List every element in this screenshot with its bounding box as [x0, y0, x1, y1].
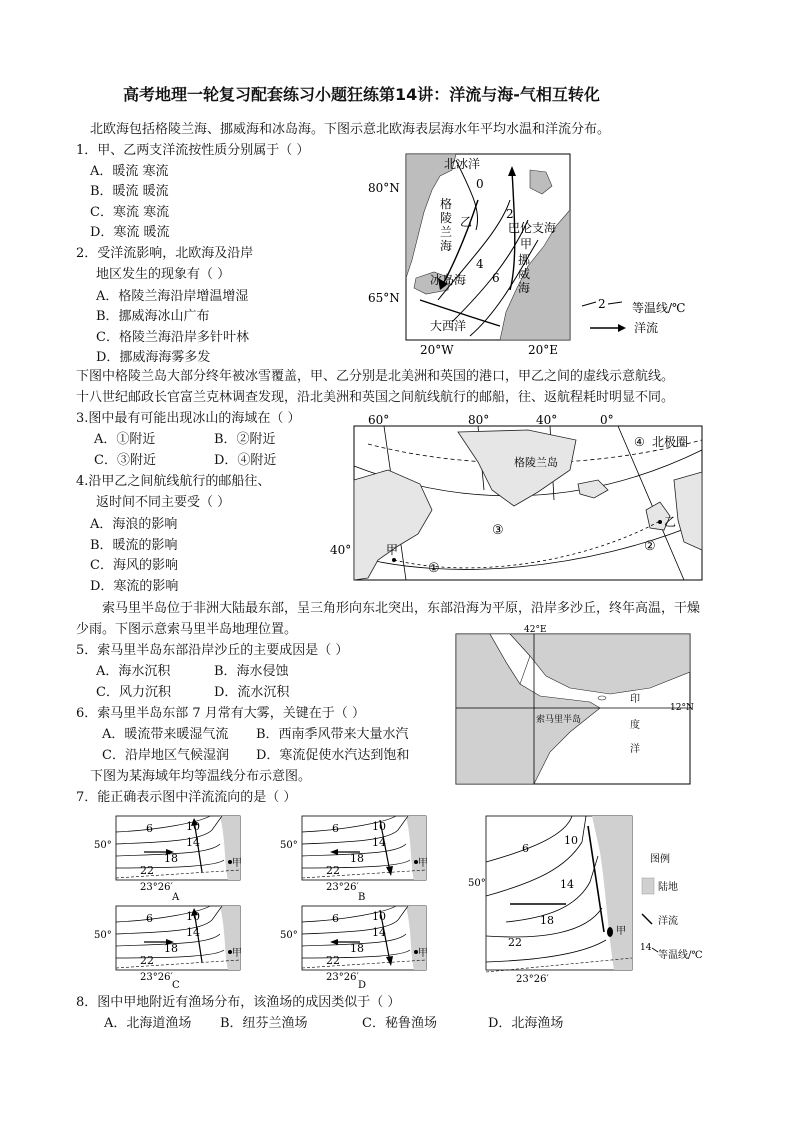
b-lat: 50°: [280, 840, 298, 851]
label-greenland-sea-2: 陵: [440, 211, 453, 225]
intro-paragraph-4: 索马里半岛位于非洲大陆最东部，呈三角形向东北突出，东部沿海为平原，沿岸多沙丘，终年高温，干燥: [102, 601, 701, 616]
a-jia: 甲: [232, 858, 242, 869]
question-2-option-a: A．格陵兰海沿岸增温增湿: [96, 289, 249, 304]
legend-land-swatch: [642, 878, 654, 894]
d-iso-18: 18: [350, 942, 364, 955]
label-arctic-ocean: 北冰洋: [444, 157, 481, 171]
label-norway-sea-2: 威: [518, 267, 531, 281]
question-4-stem-cont: 返时间不同主要受（ ）: [96, 495, 231, 510]
label-yi: 乙: [460, 215, 473, 229]
intro-paragraph-2: 下图中格陵兰岛大部分终年被冰雪覆盖，甲、乙分别是北美洲和英国的港口，甲乙之间的虚线示意航线。: [76, 369, 675, 384]
b-iso-6: 6: [332, 822, 339, 835]
lat-80n: 80°N: [368, 181, 400, 195]
question-6-option-b: B．西南季风带来大量水汽: [256, 727, 409, 742]
isotherm-6: 6: [492, 271, 500, 285]
nordic-seas-map: [360, 150, 690, 360]
legend-land: 陆地: [658, 882, 678, 893]
b-label: B: [358, 892, 366, 903]
question-4-option-a: A．海浪的影响: [90, 517, 178, 532]
question-5-option-b: B．海水侵蚀: [214, 664, 289, 679]
page-title: 高考地理一轮复习配套练习小题狂练第14讲：洋流与海-气相互转化: [123, 85, 600, 104]
label-greenland-sea-1: 格: [440, 197, 453, 211]
label-norway-sea-1: 挪: [518, 253, 531, 267]
d-iso-22: 22: [326, 954, 340, 967]
question-2-stem-cont: 地区发生的现象有（ ）: [96, 267, 231, 282]
c-jia: 甲: [232, 948, 242, 959]
somali-peninsula-label: 索马里半岛: [536, 715, 582, 725]
question-8-option-b: B．纽芬兰渔场: [220, 1016, 308, 1031]
lon-42e: 42°E: [524, 625, 547, 635]
b-tropic: 23°26′: [326, 882, 359, 893]
a-iso-18: 18: [164, 852, 178, 865]
question-1-option-a: A．暖流 寒流: [90, 164, 169, 179]
b-iso-14: 14: [372, 836, 386, 849]
small-map-a[interactable]: [94, 816, 242, 903]
circle-1: ①: [428, 561, 440, 576]
c-iso-18: 18: [164, 942, 178, 955]
question-8-option-a: A．北海道渔场: [104, 1016, 192, 1031]
d-iso-6: 6: [332, 912, 339, 925]
question-1-option-d: D．寒流 暖流: [90, 225, 170, 240]
question-1-option-b: B．暖流 暖流: [90, 184, 169, 199]
question-2-stem: 2．受洋流影响，北欧海及沿岸: [76, 246, 254, 261]
d-iso-14: 14: [372, 926, 386, 939]
isotherm-4: 4: [476, 257, 484, 271]
question-3-option-a: A．①附近: [94, 432, 156, 447]
label-norway-sea-3: 海: [518, 281, 531, 295]
isotherm-2: 2: [506, 207, 514, 221]
lat-40: 40°: [330, 543, 352, 557]
lon-60: 60°: [368, 413, 390, 427]
a-iso-22: 22: [140, 864, 154, 877]
lon-80: 80°: [468, 413, 490, 427]
question-8-stem: 8．图中甲地附近有渔场分布，该渔场的成因类似于（ ）: [76, 995, 401, 1010]
lon-20e: 20°E: [528, 343, 559, 357]
question-3-option-b: B．②附近: [214, 432, 276, 447]
b-jia: 甲: [418, 858, 428, 869]
d-iso-10: 10: [372, 910, 386, 923]
circle-3: ③: [492, 523, 504, 538]
d-label: D: [358, 980, 367, 988]
intro-paragraph-4-cont: 少雨。下图示意索马里半岛地理位置。: [76, 622, 298, 637]
question-6-option-d: D．寒流促使水汽达到饱和: [256, 748, 410, 763]
question-6-stem: 6．索马里半岛东部 7 月常有大雾，关键在于（ ）: [76, 706, 365, 721]
question-3-option-c: C．③附近: [94, 453, 156, 468]
ocean-label-2: 度: [630, 720, 640, 731]
big-iso-22: 22: [508, 936, 522, 949]
a-label: A: [172, 892, 180, 903]
small-isotherm-maps: [90, 812, 470, 988]
small-map-b[interactable]: [280, 816, 428, 903]
legend-isotherm-number: 2: [598, 297, 606, 311]
legend-isotherm-text: 等温线/℃: [632, 301, 686, 315]
label-atlantic: 大西洋: [430, 319, 467, 333]
question-7-stem: 7．能正确表示图中洋流流向的是（ ）: [76, 790, 297, 805]
somali-peninsula-map: [450, 622, 700, 787]
a-iso-6: 6: [146, 822, 153, 835]
question-5-option-a: A．海水沉积: [96, 664, 171, 679]
question-5-option-c: C．风力沉积: [96, 685, 171, 700]
question-4-stem: 4.沿甲乙之间航线航行的邮船往、: [76, 474, 271, 489]
question-4-option-d: D．寒流的影响: [90, 579, 179, 594]
question-1-stem: 1．甲、乙两支洋流按性质分别属于（ ）: [76, 143, 310, 158]
a-tropic: 23°26′: [140, 882, 173, 893]
big-iso-14: 14: [560, 878, 574, 891]
small-map-d[interactable]: [280, 906, 428, 988]
c-iso-22: 22: [140, 954, 154, 967]
c-lat: 50°: [94, 930, 112, 941]
c-label: C: [172, 980, 180, 988]
a-iso-10: 10: [186, 820, 200, 833]
big-lat: 50°: [468, 878, 486, 889]
ocean-label-3: 洋: [630, 744, 640, 755]
c-tropic: 23°26′: [140, 972, 173, 983]
a-lat: 50°: [94, 840, 112, 851]
label-barents-sea: 巴伦支海: [508, 221, 557, 235]
c-iso-14: 14: [186, 926, 200, 939]
intro-paragraph-5: 下图为某海域年均等温线分布示意图。: [90, 769, 312, 784]
question-5-option-d: D．流水沉积: [214, 685, 290, 700]
legend-iso-number: 14: [640, 943, 652, 953]
a-iso-14: 14: [186, 836, 200, 849]
question-4-option-b: B．暖流的影响: [90, 538, 178, 553]
big-iso-18: 18: [540, 914, 554, 927]
big-jia: 甲: [616, 926, 626, 937]
big-iso-10: 10: [564, 834, 578, 847]
legend-current-text: 洋流: [634, 321, 659, 335]
circle-4: ④: [634, 435, 645, 449]
lon-20w: 20°W: [420, 343, 454, 357]
label-iceland-sea: 冰岛海: [430, 273, 467, 287]
label-jia: 甲: [520, 237, 533, 251]
lon-0: 0°: [600, 413, 614, 427]
label-greenland-sea-4: 海: [440, 239, 453, 253]
question-2-option-c: C．格陵兰海沿岸多针叶林: [96, 330, 249, 345]
d-lat: 50°: [280, 930, 298, 941]
c-iso-6: 6: [146, 912, 153, 925]
legend-iso-text: 等温线/℃: [658, 950, 703, 961]
ocean-label-1: 印: [630, 694, 640, 705]
lat-65n: 65°N: [368, 291, 400, 305]
north-atlantic-route-map: [328, 410, 708, 585]
large-isotherm-map: [466, 812, 706, 990]
label-jia: 甲: [386, 543, 399, 557]
question-6-option-a: A．暖流带来暖湿气流: [102, 727, 229, 742]
intro-paragraph-1: 北欧海包括格陵兰海、挪威海和冰岛海。下图示意北欧海表层海水年平均水温和洋流分布。: [90, 122, 611, 137]
d-jia: 甲: [418, 948, 428, 959]
question-1-option-c: C．寒流 寒流: [90, 205, 170, 220]
b-iso-10: 10: [372, 820, 386, 833]
small-map-c[interactable]: [94, 906, 242, 988]
question-5-stem: 5．索马里半岛东部沿岸沙丘的主要成因是（ ）: [76, 643, 349, 658]
question-8-option-d: D．北海渔场: [488, 1016, 564, 1031]
lat-12n: 12°N: [670, 703, 694, 713]
question-2-option-d: D．挪威海海雾多发: [96, 350, 211, 365]
d-tropic: 23°26′: [326, 972, 359, 983]
circle-2: ②: [644, 539, 656, 554]
question-8-option-c: C．秘鲁渔场: [362, 1016, 437, 1031]
legend-title: 图例: [650, 854, 670, 865]
question-3-stem: 3.图中最有可能出现冰山的海域在（ ）: [76, 411, 301, 426]
b-iso-18: 18: [350, 852, 364, 865]
big-tropic: 23°26′: [516, 974, 549, 985]
lon-40: 40°: [536, 413, 558, 427]
isotherm-0: 0: [476, 177, 484, 191]
legend-current: 洋流: [658, 916, 678, 927]
greenland-label: 格陵兰岛: [514, 456, 558, 469]
label-yi: 乙: [664, 515, 677, 529]
question-6-option-c: C．沿岸地区气候湿润: [102, 748, 229, 763]
legend-current-swatch: [642, 914, 652, 924]
question-3-option-d: D．④附近: [214, 453, 277, 468]
big-iso-6: 6: [522, 842, 529, 855]
b-iso-22: 22: [326, 864, 340, 877]
question-4-option-c: C．海风的影响: [90, 558, 178, 573]
label-greenland-sea-3: 兰: [440, 225, 453, 239]
intro-paragraph-3: 十八世纪邮政长官富兰克林调查发现，沿北美洲和英国之间航线航行的邮船，往、返航程耗时明显不同。: [76, 390, 675, 405]
arctic-circle-label: 北极圈: [652, 435, 689, 449]
question-2-option-b: B．挪威海冰山广布: [96, 309, 210, 324]
c-iso-10: 10: [186, 910, 200, 923]
